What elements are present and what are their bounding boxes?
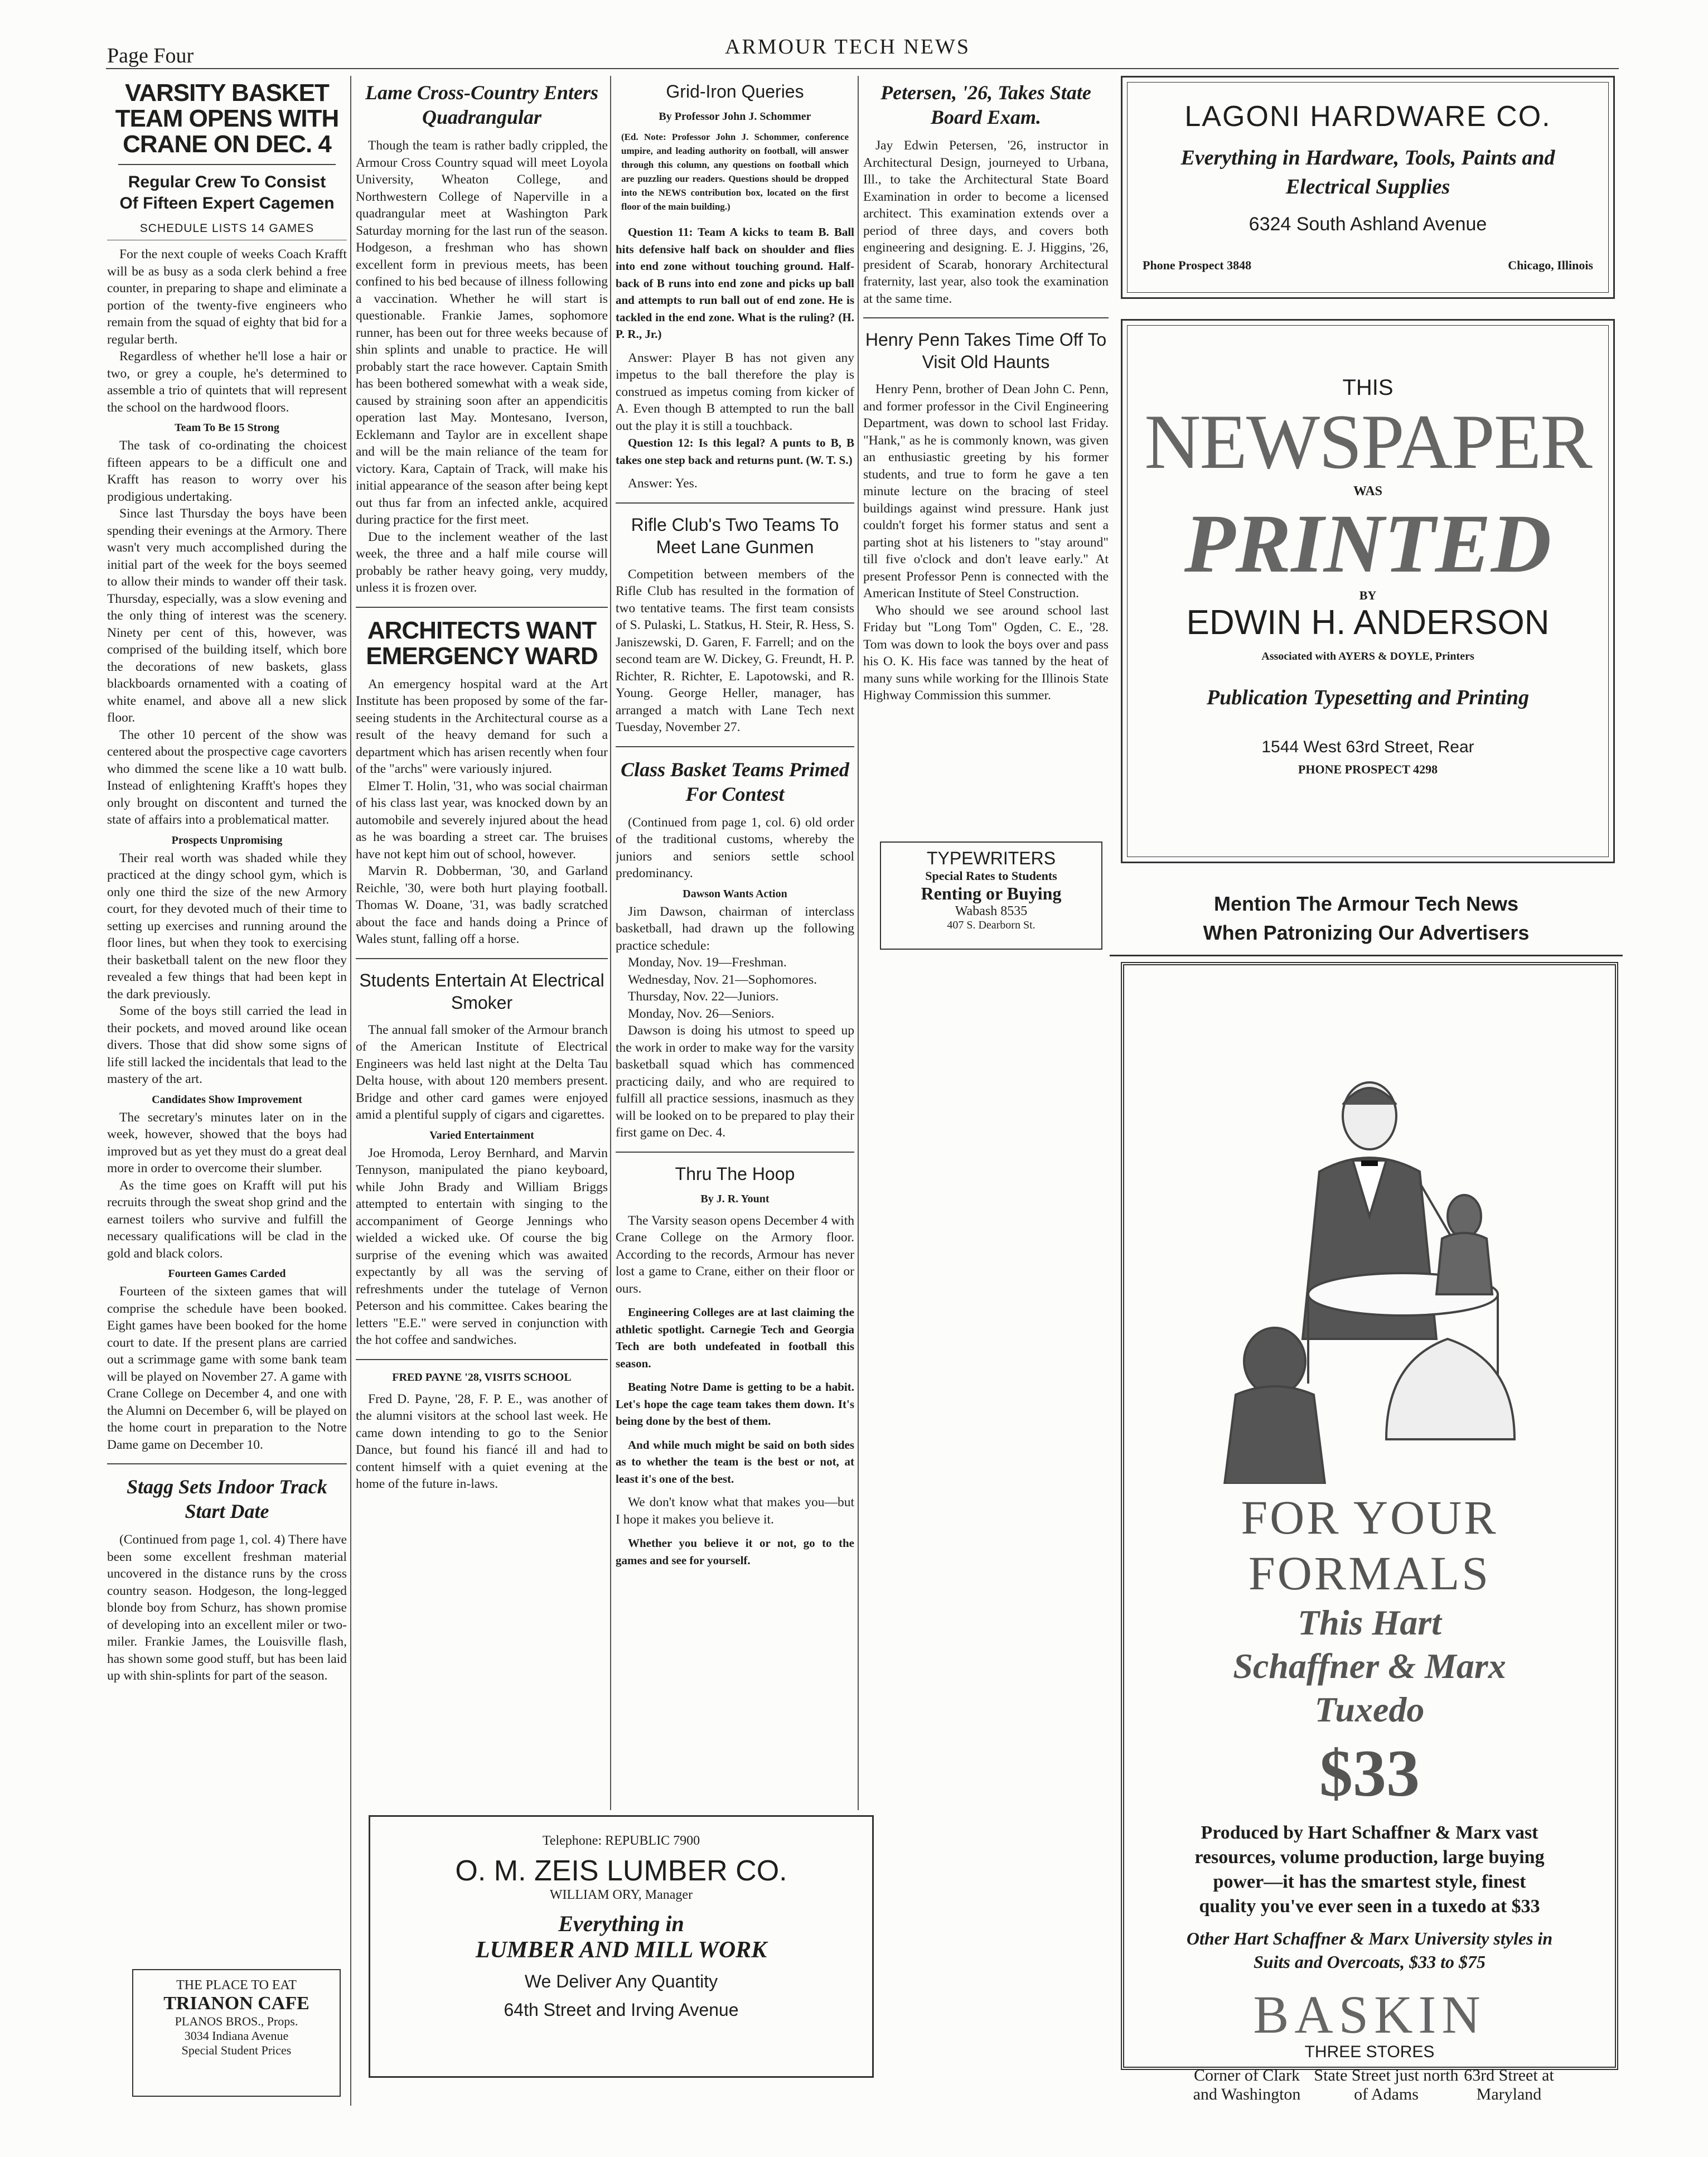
paragraph: Henry Penn, brother of Dean John C. Penn, and former professor in the Civil Engineering Department, was down to school last Friday. "Hank," as he is commonly known, was given an enthusiastic greeting by his former students, and true to form he gave a ten minute lecture on the bracing of steel buildings against wind pressure. Hank just couldn't forget his former status and sent a parting shot at his listeners to "stay around" till five o'clock and don't leave early." At present Professor Penn is connected with the American Institute of Steel Construction. <box>863 382 1109 601</box>
zeis-lumber-ad <box>369 1815 874 2078</box>
paragraph: And while much might be said on both sides as to whether the team is the best or not, at least it's one of the best. <box>616 1438 854 1486</box>
paragraph: Beating Notre Dame is getting to be a habit. Let's hope the cage team takes them down. It's being done by the best of them. <box>616 1380 854 1428</box>
column-4 <box>863 78 1109 831</box>
paragraph: Dawson is doing his utmost to speed up the work in order to make way for the varsity basketball squad which has commenced practicing daily, and who are required to fulfill all practice sessions, inasmuch as they will be looked on to be prepared to play their first game on Dec. 4. <box>616 1023 854 1140</box>
ad-owners: PLANOS BROS., Props. <box>175 2014 298 2028</box>
paragraph: As the time goes on Krafft will put his recruits through the sweat shop grind and the earnest toilers who survive and fulfill the necessary qualifications will be clad in the gold and black colors. <box>107 1178 347 1261</box>
ad-manager: WILLIAM ORY, Manager <box>549 1888 693 1902</box>
notice-line-1: Mention The Armour Tech News <box>1213 892 1519 915</box>
ad-address: 407 S. Dearborn St. <box>947 919 1036 931</box>
ad-phone: Wabash 8535 <box>955 904 1028 918</box>
ad-tagline: THE PLACE TO EAT <box>176 1978 297 1992</box>
article-electrical-smoker <box>356 958 608 1349</box>
ad-phone: Telephone: REPUBLIC 7900 <box>542 1834 700 1848</box>
column-rule <box>350 76 351 2106</box>
ad-printed: PRINTED <box>1184 497 1552 590</box>
headline: Petersen, '26, Takes State Board Exam. <box>880 81 1091 128</box>
ad-service: Publication Typesetting and Printing <box>1206 686 1530 709</box>
schedule-line: Wednesday, Nov. 21—Sophomores. <box>628 972 817 987</box>
paragraph: For the next couple of weeks Coach Krafft will be as busy as a soda clerk behind a free counter, in preparing to shape and eliminate a portion of the twenty-five engineers who remain from the squad of eighty that bid for a regular berth. <box>107 247 347 347</box>
article-class-basket <box>616 746 854 1142</box>
paragraph: Some of the boys still carried the lead in their pockets, and moved around like ocean divers. Those that did show some signs of life still lacked the incidentals that lead to the mastery of the art. <box>107 1004 347 1086</box>
headline: Stagg Sets Indoor Track Start Date <box>127 1476 327 1522</box>
subhead: Candidates Show Improvement <box>152 1093 302 1106</box>
ad-body: Produced by Hart Schaffner & Marx vast resources, volume production, large buying power—it has the smartest style, finest quality you've ever seen in a tuxedo at $33 <box>1194 1822 1545 1917</box>
column-rule <box>858 76 859 1810</box>
schedule-line: Thursday, Nov. 22—Juniors. <box>628 989 779 1004</box>
paragraph: Though the team is rather badly crippled, the Armour Cross Country squad will meet Loyola University, Wheaton College, and Northwestern College of Naperville in a quadrangular meet at Washington Park Saturday morning for the last run of the season. Hodgeson, a freshman who has shown excellent form in previous meets, has been confined to his bed because of illness following a vaccination. Whether he will start is questionable. Frankie James, sophomore runner, has been out for three weeks because of shin splints and unable to practice. He will probably start the race however. Captain Smith has been bothered somewhat with a weak side, caused by straining soon after an appendicitis operation last May. Montesano, Iverson, Ecklemann and Taylor are in excellent shape and will be the main reliance of the team for victory. Kara, Captain of Track, will make his initial appearance of the season after being kept out thus far from an infected ankle, acquired during practice for the first meet. <box>356 138 608 527</box>
paragraph: (Continued from page 1, col. 4) There have been some excellent freshman material uncovered in the distance runs by the cross country season. Hodgeson, the long-legged blonde boy from Schurz, has shown promise of developing into an excellent miler or two-miler. Frankie James, the Louisville flash, has shown some good stuff, but has been laid up with shin-splints for part of the season. <box>107 1532 347 1683</box>
paragraph: Joe Hromoda, Leroy Bernhard, and Marvin Tennyson, manipulated the piano keyboard, while John Brady and William Briggs attempted to entertain with singing to the accompaniment of George Jennings who wielded a wicked uke. Of course the big surprise of the evening which was awaited expectantly by all was the serving of refreshments under the tutelage of Vernon Peterson and his committee. Cakes bearing the letters "E.E." were served in conjunction with the hot coffee and sandwiches. <box>356 1145 608 1347</box>
paragraph: The secretary's minutes later on in the week, however, showed that the boys had improved but as yet they must do a great deal more in order to overcome their slumber. <box>107 1110 347 1176</box>
paragraph: The Varsity season opens December 4 with Crane College on the Armory floor. According to the records, Armour has never lost a game to Crane, either on their floor or ours. <box>616 1213 854 1296</box>
ad-printer-name: EDWIN H. ANDERSON <box>1186 603 1550 642</box>
headline: Rifle Club's Two Teams To Meet Lane Gunmen <box>631 514 839 557</box>
headline: Lame Cross-Country Enters Quadrangular <box>365 81 599 128</box>
headline: Grid-Iron Queries <box>666 81 804 101</box>
article-varsity-basket <box>107 80 347 1453</box>
lagoni-hardware-ad <box>1121 76 1615 299</box>
ad-address: 64th Street and Irving Avenue <box>504 2000 739 2020</box>
ad-address: 6324 South Ashland Avenue <box>1249 214 1487 235</box>
byline: FRED PAYNE '28, VISITS SCHOOL <box>392 1371 572 1384</box>
schedule-line: Monday, Nov. 26—Seniors. <box>628 1006 775 1021</box>
ad-was: WAS <box>1353 484 1383 499</box>
paragraph: Regardless of whether he'll lose a hair or two, or grey a couple, he's determined to assemble a trio of quintets that will represent the school on the hardwood floors. <box>107 349 347 415</box>
ad-line1: Special Rates to Students <box>925 869 1057 883</box>
paragraph: An emergency hospital ward at the Art Institute has been proposed by some of the far-seeing students in the Architectural course as a result of the heavy demand for such a department which has arisen recently when four of the "archs" were variously injured. <box>356 676 608 776</box>
ad-line1: This Hart <box>1298 1603 1441 1642</box>
ad-price: $33 <box>1319 1736 1420 1810</box>
article-fred-payne <box>356 1359 608 1493</box>
ad-other-styles: Other Hart Schaffner & Marx University styles in Suits and Overcoats, $33 to $75 <box>1186 1928 1553 1972</box>
paragraph: Who should we see around school last Friday but "Long Tom" Ogden, C. E., '28. Tom was down to look the boys over and pass his O. K. His face was tanned by the heat of many suns while working for the Illinois State Highway Commission this summer. <box>863 603 1109 703</box>
article-henry-penn <box>863 317 1109 704</box>
ad-by: BY <box>1359 588 1377 602</box>
ad-headline: FOR YOUR FORMALS <box>1241 1491 1498 1600</box>
paragraph: Answer: Yes. <box>628 476 698 491</box>
headline: Class Basket Teams Primed For Contest <box>621 758 849 805</box>
paragraph: Since last Thursday the boys have been spending their evenings at the Armory. There wasn't very much accomplished during the initial part of the week for the boys seemed to allow their minds to wander off their task. Thursday, especially, was a slow evening and the only thing of interest was the scenery. Ninety per cent of this, however, was comprised of the building itself, which bore the decorations of new baskets, glass blackboards ornamented with a coating of white enamel, and above all a new slick floor. <box>107 506 347 725</box>
subhead: Prospects Unpromising <box>171 834 283 847</box>
paragraph: We don't know what that makes you—but I hope it makes you believe it. <box>616 1495 854 1527</box>
ad-tagline: Everything in Hardware, Tools, Paints and Electrical Supplies <box>1180 146 1555 199</box>
subhead: Team To Be 15 Strong <box>175 422 279 434</box>
ad-city: Chicago, Illinois <box>1508 258 1593 272</box>
masthead: ARMOUR TECH NEWS <box>725 35 970 59</box>
ad-store-name: BASKIN <box>1253 1985 1486 2044</box>
headline: Henry Penn Takes Time Off To Visit Old Haunts <box>865 330 1107 372</box>
ad-title: TYPEWRITERS <box>926 848 1056 868</box>
paragraph: Competition between members of the Rifle Club has resulted in the formation of two tentative teams. The first team consists of S. Pulaski, L. Statkus, H. Steir, R. Hess, S. Janiszewski, D. Garen, F. Farrell; and on the second team are W. Dickey, G. Freundt, H. P. Richter, R. Richter, E. Lapotowski, and R. Young. George Heller, manager, has arranged a match with Lane Tech next Tuesday, November 27. <box>616 567 854 734</box>
ad-name: O. M. ZEIS LUMBER CO. <box>455 1855 787 1887</box>
column-3 <box>616 78 854 1807</box>
paragraph: Question 12: Is this legal? A punts to B, B takes one step back and returns punt. (W. T. S.) <box>616 436 854 467</box>
article-stagg-track <box>107 1463 347 1685</box>
paragraph: The other 10 percent of the show was centered about the prospective cage cavorters who dimmed the scene like a 10 watt bulb. Instead of enlightening Krafft's hopes they only brought on discontent and turned the state of affairs into a problematical matter. <box>107 727 347 827</box>
ad-phone: PHONE PROSPECT 4298 <box>1298 762 1438 776</box>
ad-line2: Renting or Buying <box>921 883 1062 903</box>
ad-assoc: Associated with AYERS & DOYLE, Printers <box>1261 650 1474 662</box>
paragraph: Due to the inclement weather of the last week, the three and a half mile course will probably be rather heavy going, very muddy, unless it is frozen over. <box>356 529 608 595</box>
divider <box>1110 955 1623 956</box>
column-2 <box>356 78 608 1807</box>
ad-stores-label: THREE STORES <box>1304 2043 1435 2061</box>
store-location: State Street just north of Adams <box>1314 2066 1459 2103</box>
tuxedo-man-illustration <box>1202 1049 1537 1484</box>
ad-line3: We Deliver Any Quantity <box>524 1971 718 1991</box>
headline: Students Entertain At Electrical Smoker <box>359 970 604 1013</box>
ad-address: 1544 West 63rd Street, Rear <box>1261 738 1474 756</box>
subhead: Varied Entertainment <box>429 1129 534 1142</box>
column-rule <box>610 76 611 1810</box>
paragraph: Jay Edwin Petersen, '26, instructor in Architectural Design, journeyed to Urbana, Ill., to take the Architectural State Board Examination in order to become a licensed architect. This examination extends over a period of three days, and covers both engineering and designing. E. J. Higgins, '26, president of Scarab, honorary Architectural fraternity, last year, also took the examination at the same time. <box>863 138 1109 306</box>
header-rule <box>106 68 1619 69</box>
paragraph: Marvin R. Dobberman, '30, and Garland Reichle, '30, were both hurt playing football. Thomas W. Doane, '31, was badly scratched about the face and hands doing a Prince of Wales stunt, falling off a horse. <box>356 864 608 946</box>
subhead: SCHEDULE LISTS 14 GAMES <box>107 222 347 240</box>
subhead: Fourteen Games Carded <box>168 1268 286 1280</box>
article-gridiron-queries <box>616 80 854 492</box>
article-rifle-club <box>616 502 854 736</box>
printer-ad <box>1121 319 1615 863</box>
article-petersen <box>863 80 1109 307</box>
mention-advertisers-notice <box>1121 889 1612 947</box>
baskin-tuxedo-ad <box>1121 962 1618 2103</box>
paragraph: Fred D. Payne, '28, F. P. E., was another of the alumni visitors at the school last week. He came down intending to go to the Senior Dance, but found his fiancé ill and had to content himself with a quiet evening at the home of the future in-laws. <box>356 1391 608 1491</box>
ad-line2: LUMBER AND MILL WORK <box>475 1937 767 1963</box>
ad-line2: Schaffner & Marx <box>1233 1646 1506 1686</box>
ad-line3: Tuxedo <box>1314 1690 1425 1729</box>
editor-note: (Ed. Note: Professor John J. Schommer, conference umpire, and leading authority on football, will answer through this column, any questions on football which are puzzling our readers. Questions should be dropped into the NEWS contribution box, located on the first floor of the main building.) <box>621 132 849 212</box>
ad-name: LAGONI HARDWARE CO. <box>1184 100 1551 133</box>
paragraph: Whether you believe it or not, go to the games and see for yourself. <box>616 1536 854 1567</box>
article-thru-the-hoop <box>616 1152 854 1569</box>
trianon-cafe-ad <box>132 1969 341 2097</box>
paragraph: Jim Dawson, chairman of interclass basketball, had drawn up the following practice schedule: <box>616 904 854 953</box>
paragraph: Engineering Colleges are at last claiming the athletic spotlight. Carnegie Tech and Georgia Tech are both undefeated in football this season. <box>616 1305 854 1370</box>
paragraph: Elmer T. Holin, '31, who was social chairman of his class last year, was knocked down by an automobile and severely injured about the head as he was boarding a street car. The bruises have not kept him out of school, however. <box>356 778 608 862</box>
store-location: 63rd Street at Maryland <box>1464 2066 1554 2103</box>
byline: By J. R. Yount <box>700 1192 770 1205</box>
schedule-line: Monday, Nov. 19—Freshman. <box>628 955 787 970</box>
ad-address: 3034 Indiana Avenue <box>184 2029 289 2043</box>
paragraph: Fourteen of the sixteen games that will comprise the schedule have been booked. Eight games have been booked for the home court to date. If the present plans are carried out a scrimmage game with some bank team will be played on November 27. A game with Crane College on December 4, and one with the Alumni on December 6, will be played on the home court in preparation to the Notre Dame game on December 10. <box>107 1284 347 1452</box>
notice-line-2: When Patronizing Our Advertisers <box>1203 921 1530 944</box>
headline: Thru The Hoop <box>675 1163 795 1184</box>
store-location: Corner of Clark and Washington <box>1193 2066 1301 2103</box>
subhead: Dawson Wants Action <box>683 887 787 900</box>
ad-this: THIS <box>1342 375 1394 400</box>
column-1 <box>107 78 347 1963</box>
page-label: Page Four <box>107 44 194 67</box>
article-cross-country <box>356 80 608 597</box>
ad-name: TRIANON CAFE <box>163 1993 309 2014</box>
headline: ARCHITECTS WANT EMERGENCY WARD <box>366 616 598 670</box>
byline: By Professor John J. Schommer <box>659 110 811 123</box>
ad-line1: Everything in <box>558 1911 684 1936</box>
paragraph: The annual fall smoker of the Armour branch of the American Institute of Electrical Engineers was held last night at the Delta Tau Delta house, with about 120 members present. Bridge and other card games were enjoyed amid a plentiful supply of cigars and cigarettes. <box>356 1022 608 1122</box>
headline: VARSITY BASKET TEAM OPENS WITH CRANE ON DEC. 4 <box>115 79 339 158</box>
ad-phone: Phone Prospect 3848 <box>1143 258 1252 272</box>
deck: Regular Crew To Consist Of Fifteen Expert Cagemen <box>118 164 336 214</box>
typewriters-ad <box>880 841 1102 950</box>
article-architects <box>356 607 608 948</box>
paragraph: Their real worth was shaded while they practiced at the dingy school gym, which is only one third the size of the new Armory court, for they devoted much of their time to setting up exercises and running around the floor lines, but when they took to exercising their basketball talent on the new floor they revealed a few things that had been kept in the dark previously. <box>107 850 347 1002</box>
paragraph: (Continued from page 1, col. 6) old order of the traditional customs, whereby the juniors and seniors settle school predominancy. <box>616 815 854 881</box>
paragraph: Question 11: Team A kicks to team B. Ball hits defensive half back on shoulder and flies into end zone without touching ground. Half-back of B runs into end zone and picks up ball and attempts to run ball out of end zone. He is tackled in the end zone. What is the ruling? (H. P. R., Jr.) <box>616 225 854 341</box>
paragraph: The task of co-ordinating the choicest fifteen appears to be a difficult one and Krafft has reason to worry over his prodigious undertaking. <box>107 438 347 504</box>
ad-newspaper: NEWSPAPER <box>1144 399 1591 485</box>
paragraph: Answer: Player B has not given any impetus to the ball therefore the play is construed as impetus coming from kicker of A. Even though B attempted to run the ball out the play it is still a touchback. <box>616 350 854 433</box>
ad-offer: Special Student Prices <box>181 2043 292 2057</box>
